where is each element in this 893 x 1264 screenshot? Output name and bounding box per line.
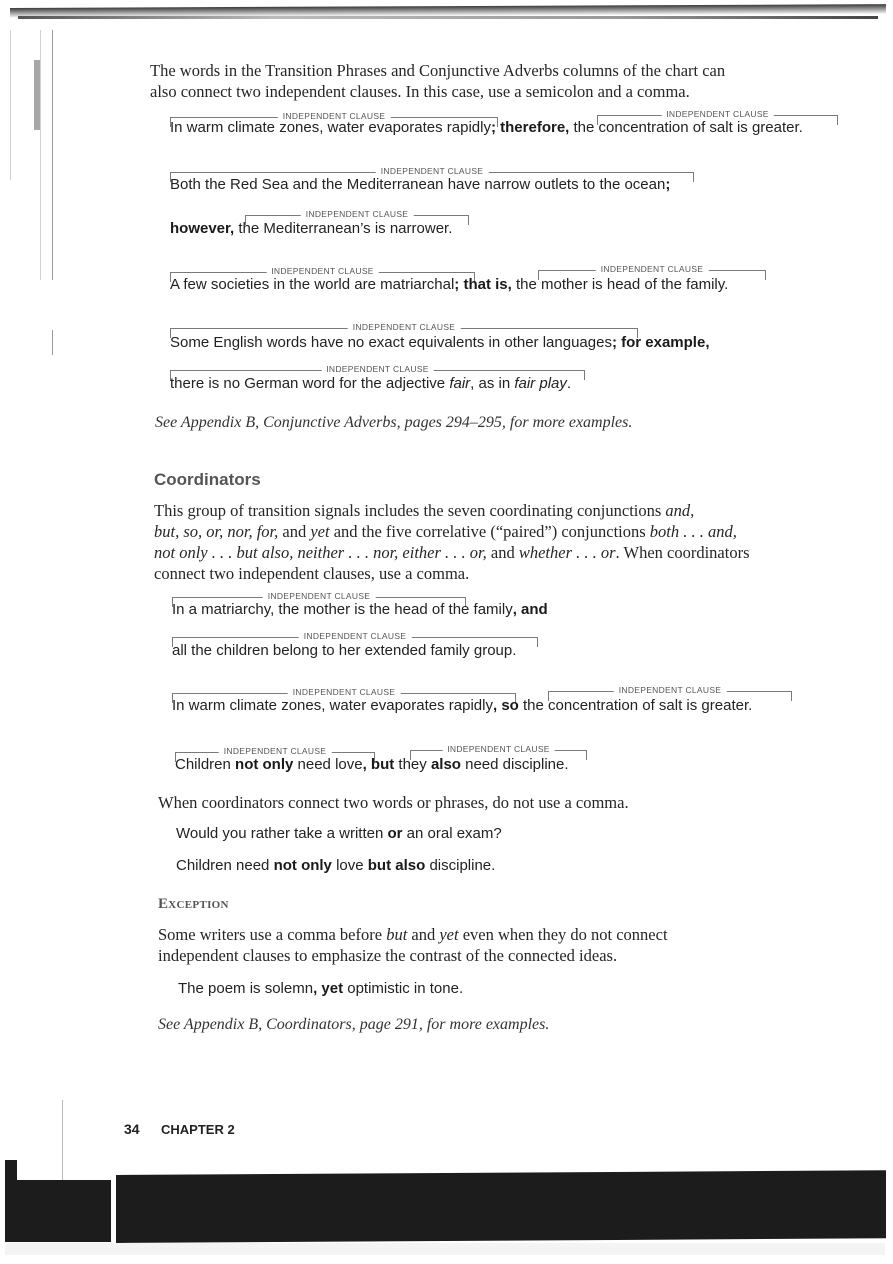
exception-label: Exception (158, 896, 229, 912)
example-sentence: Some English words have no exact equivalents in other languages; for example, (170, 334, 710, 351)
clause-bracket: INDEPENDENT CLAUSE (172, 637, 538, 647)
example-sentence: there is no German word for the adjective fair, as in fair play. (170, 375, 572, 392)
margin-line (40, 30, 41, 280)
example-sentence: In a matriarchy, the mother is the head of the family, and (172, 601, 548, 618)
clause-bracket: INDEPENDENT CLAUSE (548, 691, 792, 701)
clause-bracket: INDEPENDENT CLAUSE (410, 750, 587, 760)
example-sentence: however, the Mediterranean’s is narrower. (170, 220, 453, 237)
clause-bracket: INDEPENDENT CLAUSE (170, 117, 498, 127)
clause-bracket: INDEPENDENT CLAUSE (245, 215, 469, 225)
intro-paragraph (150, 60, 725, 102)
clause-bracket: INDEPENDENT CLAUSE (172, 693, 516, 703)
example-sentence: In warm climate zones, water evaporates rapidly, so the concentration of salt is greater. (172, 697, 753, 714)
clause-bracket: INDEPENDENT CLAUSE (172, 597, 466, 607)
clause-bracket: INDEPENDENT CLAUSE (597, 115, 838, 125)
scan-edge-strip (5, 1243, 885, 1255)
scan-edge-top-inner (18, 16, 878, 19)
clause-bracket: INDEPENDENT CLAUSE (538, 270, 766, 280)
example-sentence: Children need not only love but also discipline. (176, 857, 496, 874)
clause-bracket: INDEPENDENT CLAUSE (170, 172, 694, 182)
intro-line: also connect two independent clauses. In this case, use a semicolon and a comma. (150, 82, 690, 101)
example-sentence: Would you rather take a written or an oral exam? (176, 825, 502, 842)
chapter-label: CHAPTER 2 (161, 1122, 235, 1137)
section-heading: Coordinators (154, 470, 261, 489)
margin-line (10, 30, 11, 180)
rule-paragraph: When coordinators connect two words or phrases, do not use a comma. (158, 793, 629, 812)
coordinators-paragraph: This group of transition signals includes the seven coordinating conjunctions and, but, so, or, nor, for, and yet and the five correlative (“paired”) conjunctions both . . . and, not only . . . but also, neither . . . nor, either . . . or, and whether . . . or. When coordinators connect two independent clauses, use a comma. (154, 501, 750, 583)
example-sentence: A few societies in the world are matriarchal; that is, the mother is head of the family. (170, 276, 729, 293)
clause-bracket: INDEPENDENT CLAUSE (170, 328, 638, 338)
scan-edge-bottom (5, 1180, 111, 1242)
page-number: 34 (124, 1121, 140, 1137)
example-sentence: In warm climate zones, water evaporates rapidly; therefore, the concentration of salt is greater. (170, 119, 803, 136)
example-sentence: Both the Red Sea and the Mediterranean have narrow outlets to the ocean; (170, 176, 671, 193)
example-sentence: all the children belong to her extended family group. (172, 642, 517, 659)
margin-line (52, 330, 53, 355)
appendix-note: See Appendix B, Conjunctive Adverbs, pages 294–295, for more examples. (155, 414, 633, 431)
appendix-note: See Appendix B, Coordinators, page 291, for more examples. (158, 1016, 550, 1033)
clause-bracket: INDEPENDENT CLAUSE (175, 752, 375, 762)
clause-bracket: INDEPENDENT CLAUSE (170, 272, 475, 282)
margin-line (52, 30, 53, 280)
intro-line: The words in the Transition Phrases and Conjunctive Adverbs columns of the chart can (150, 61, 726, 80)
exception-paragraph: Some writers use a comma before but and yet even when they do not connect independent clauses to emphasize the contrast of the connected ideas. (158, 925, 668, 965)
margin-line (62, 1100, 63, 1180)
scan-edge-bottom (116, 1170, 886, 1243)
clause-bracket: INDEPENDENT CLAUSE (170, 370, 585, 380)
example-sentence: Children not only need love, but they also need discipline. (175, 756, 569, 773)
example-sentence: The poem is solemn, yet optimistic in tone. (178, 980, 464, 997)
